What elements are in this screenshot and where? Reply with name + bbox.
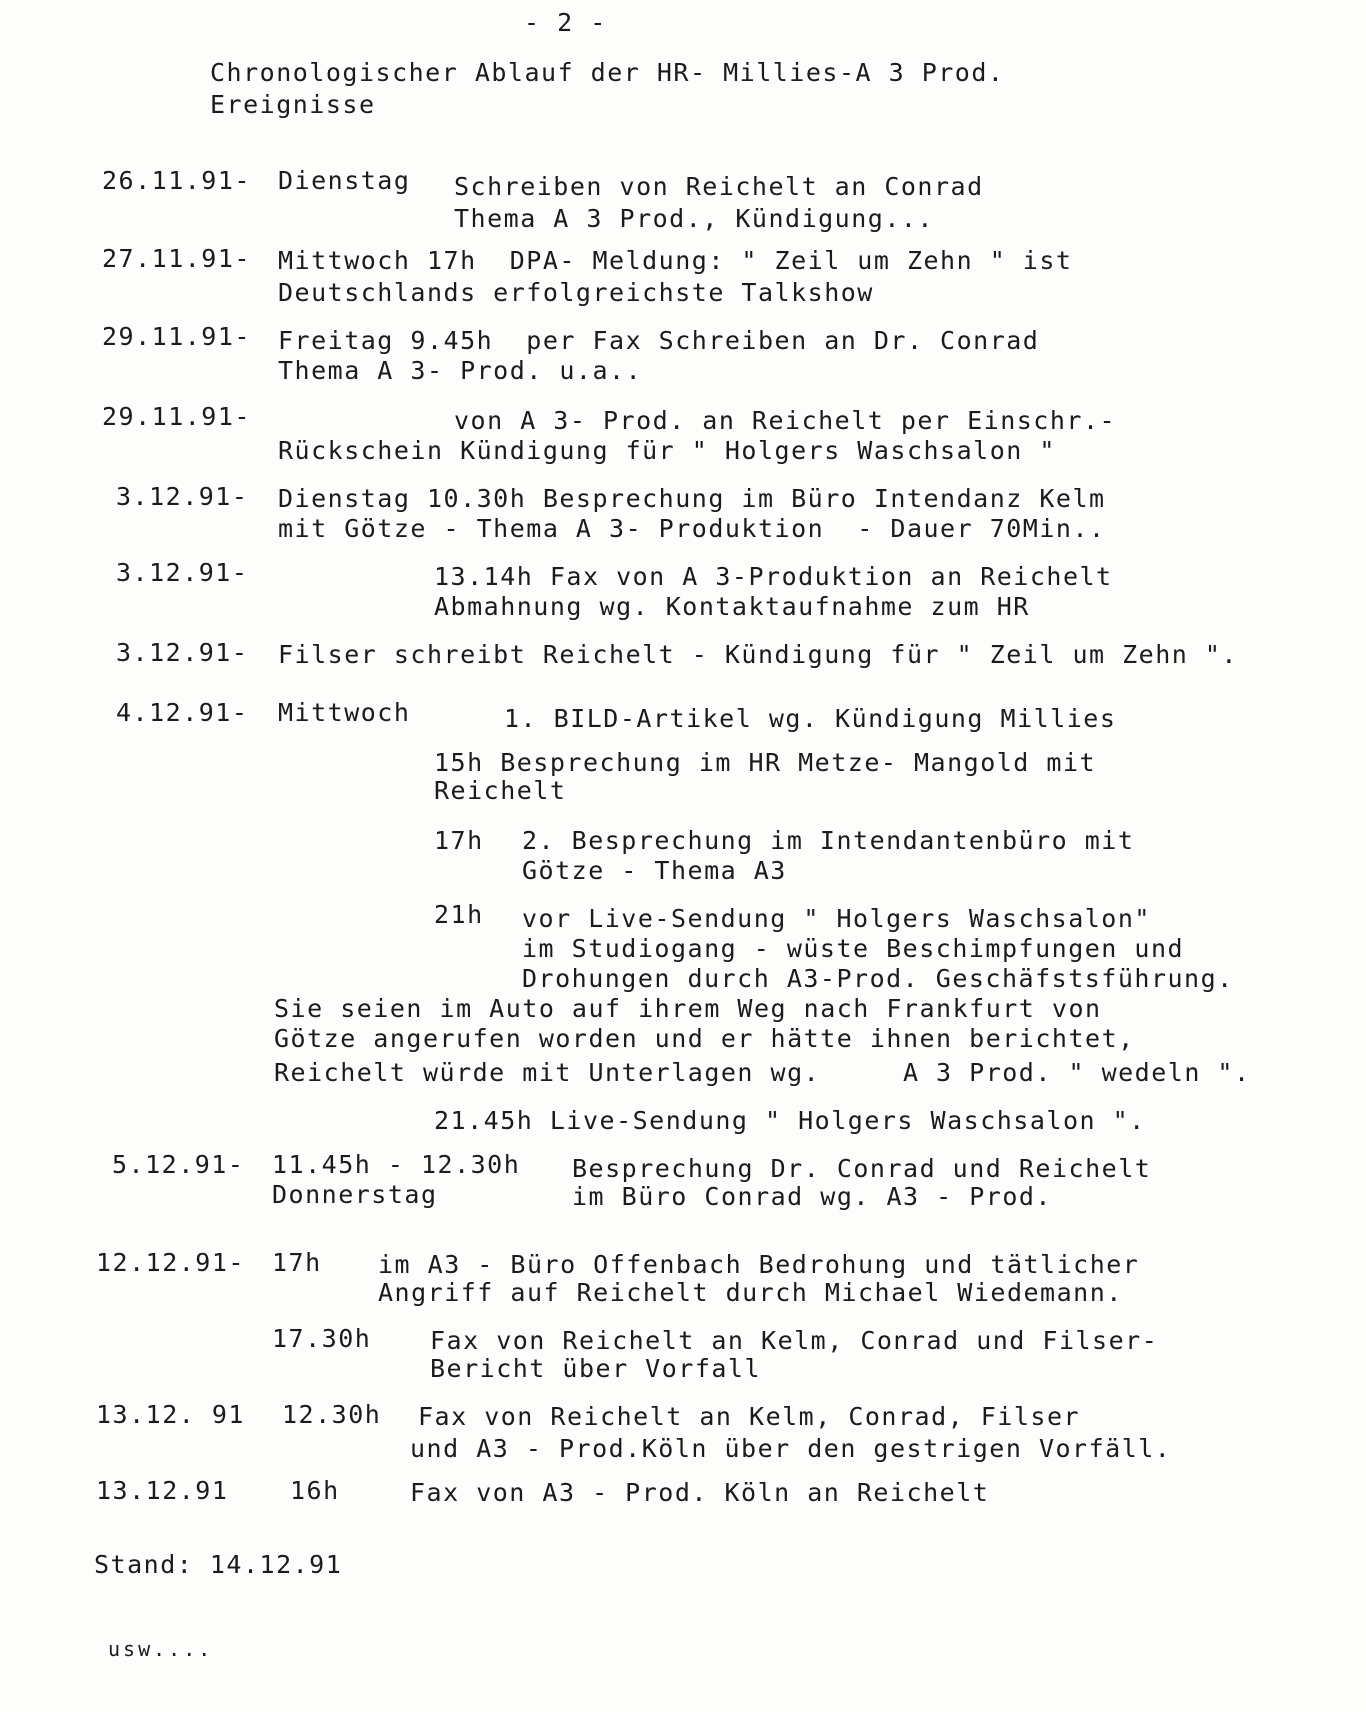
entry-text: 15h Besprechung im HR Metze- Mangold mit <box>434 748 1097 777</box>
page-number: - 2 - <box>524 8 607 37</box>
entry-time: 17h <box>434 826 484 855</box>
entry-time: 17h <box>272 1248 322 1277</box>
entry-text: Reichelt <box>434 776 567 805</box>
entry-date: 29.11.91- <box>102 402 251 431</box>
entry-date: 3.12.91- <box>116 558 249 587</box>
entry-text: Schreiben von Reichelt an Conrad <box>454 172 984 201</box>
entry-text: vor Live-Sendung " Holgers Waschsalon" <box>522 904 1151 933</box>
entry-text: mit Götze - Thema A 3- Produktion - Dauer 70Min.. <box>278 514 1106 543</box>
entry-text: Abmahnung wg. Kontaktaufnahme zum HR <box>434 592 1030 621</box>
entry-text: Fax von Reichelt an Kelm, Conrad und Filser- <box>430 1326 1159 1355</box>
entry-date: 13.12. 91 <box>96 1400 245 1429</box>
entry-text: Thema A 3- Prod. u.a.. <box>278 356 643 385</box>
usw-note: usw.... <box>108 1637 214 1661</box>
entry-day: Donnerstag <box>272 1180 438 1209</box>
entry-date: 3.12.91- <box>116 638 249 667</box>
entry-date: 29.11.91- <box>102 322 251 351</box>
entry-text: Thema A 3 Prod., Kündigung... <box>454 204 934 233</box>
entry-day: Mittwoch <box>278 698 411 727</box>
entry-day: Dienstag <box>278 166 411 195</box>
entry-text: Bericht über Vorfall <box>430 1354 762 1383</box>
entry-text: Besprechung Dr. Conrad und Reichelt <box>572 1154 1152 1183</box>
entry-text: Freitag 9.45h per Fax Schreiben an Dr. Conrad <box>278 326 1040 355</box>
entry-text: im Büro Conrad wg. A3 - Prod. <box>572 1182 1052 1211</box>
document-title: Chronologischer Ablauf der HR- Millies-A 3 Prod. <box>210 58 1005 87</box>
stand-date: Stand: 14.12.91 <box>94 1550 343 1579</box>
entry-date: 27.11.91- <box>102 244 251 273</box>
entry-date: 3.12.91- <box>116 482 249 511</box>
entry-text: Mittwoch 17h DPA- Meldung: " Zeil um Zehn " ist <box>278 246 1073 275</box>
entry-text: von A 3- Prod. an Reichelt per Einschr.- <box>454 406 1117 435</box>
entry-date: 5.12.91- <box>112 1150 245 1179</box>
entry-text: Fax von A3 - Prod. Köln an Reichelt <box>410 1478 990 1507</box>
entry-text: Fax von Reichelt an Kelm, Conrad, Filser <box>418 1402 1081 1431</box>
document-title-line2: Ereignisse <box>210 90 376 119</box>
entry-text: im A3 - Büro Offenbach Bedrohung und tätlicher <box>378 1250 1140 1279</box>
entry-text: Deutschlands erfolgreichste Talkshow <box>278 278 874 307</box>
entry-date: 26.11.91- <box>102 166 251 195</box>
entry-time: 11.45h - 12.30h <box>272 1150 521 1179</box>
entry-text: 2. Besprechung im Intendantenbüro mit <box>522 826 1135 855</box>
entry-date: 12.12.91- <box>96 1248 245 1277</box>
entry-text: 1. BILD-Artikel wg. Kündigung Millies <box>504 704 1117 733</box>
entry-time: 21h <box>434 900 484 929</box>
entry-date: 13.12.91 <box>96 1476 229 1505</box>
entry-text: und A3 - Prod.Köln über den gestrigen Vorfäll. <box>410 1434 1172 1463</box>
entry-text: 13.14h Fax von A 3-Produktion an Reichelt <box>434 562 1113 591</box>
entry-text: im Studiogang - wüste Beschimpfungen und <box>522 934 1185 963</box>
entry-text: Rückschein Kündigung für " Holgers Waschsalon " <box>278 436 1056 465</box>
entry-time: 12.30h <box>282 1400 382 1429</box>
entry-text: Götze - Thema A3 <box>522 856 787 885</box>
entry-text: Götze angerufen worden und er hätte ihnen berichtet, <box>274 1024 1135 1053</box>
entry-time: 17.30h <box>272 1324 372 1353</box>
entry-time: 16h <box>290 1476 340 1505</box>
entry-text: Reichelt würde mit Unterlagen wg. A 3 Prod. " wedeln ". <box>274 1058 1251 1087</box>
entry-text: Drohungen durch A3-Prod. Geschäfstsführung. <box>522 964 1234 993</box>
entry-date: 4.12.91- <box>116 698 249 727</box>
entry-text: Filser schreibt Reichelt - Kündigung für " Zeil um Zehn ". <box>278 640 1238 669</box>
entry-text: Dienstag 10.30h Besprechung im Büro Intendanz Kelm <box>278 484 1106 513</box>
entry-text: Angriff auf Reichelt durch Michael Wiedemann. <box>378 1278 1123 1307</box>
entry-text: Sie seien im Auto auf ihrem Weg nach Frankfurt von <box>274 994 1102 1023</box>
entry-text: 21.45h Live-Sendung " Holgers Waschsalon ". <box>434 1106 1146 1135</box>
